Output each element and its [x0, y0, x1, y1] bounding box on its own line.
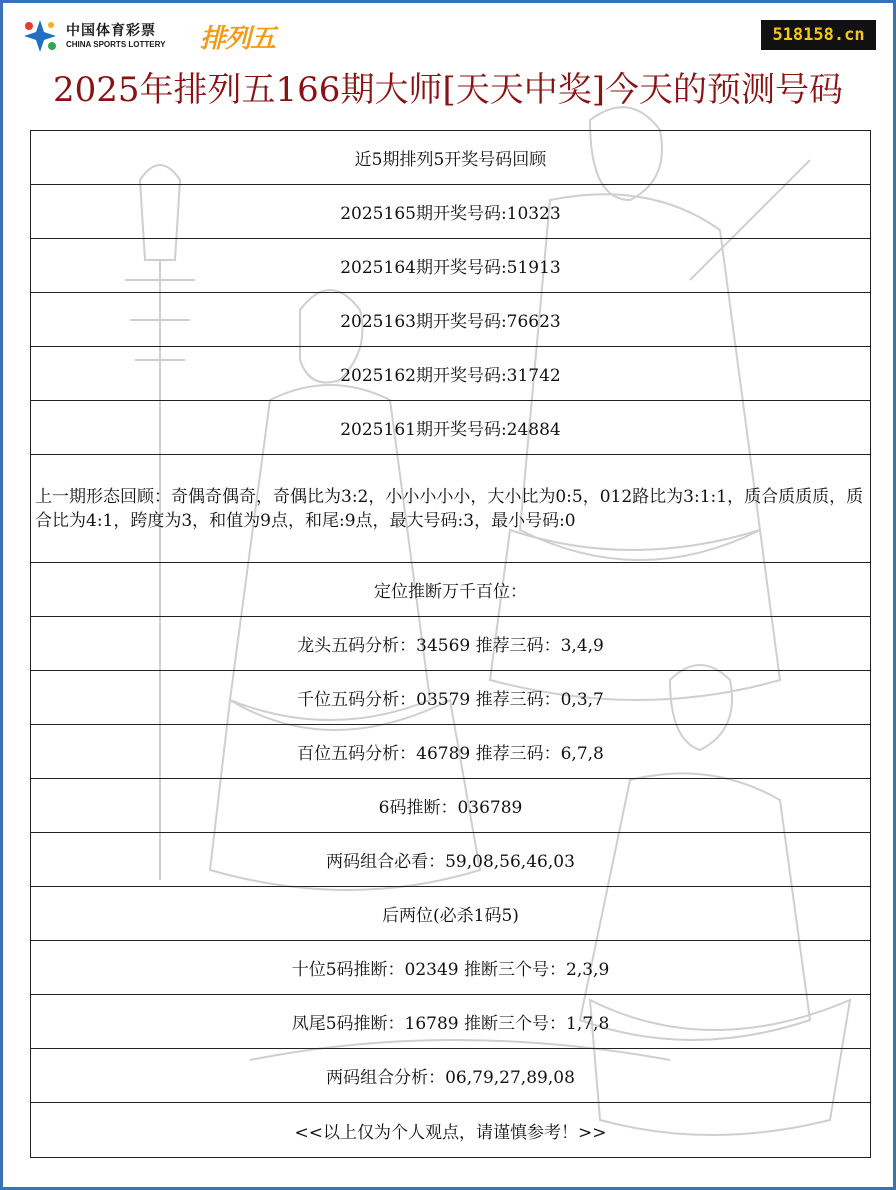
table-row-analysis: 龙头五码分析：34569 推荐三码：3,4,9 — [31, 617, 870, 671]
logo-game-text: 排列五 — [200, 24, 276, 54]
table-row-analysis: 凤尾5码推断：16789 推断三个号：1,7,8 — [31, 995, 870, 1049]
lottery-logo — [20, 16, 280, 56]
prediction-table — [30, 130, 871, 1158]
logo-cn-text: 中国体育彩票 — [66, 23, 156, 39]
site-badge[interactable]: 518158.cn — [761, 20, 876, 50]
table-row-draw: 2025165期开奖号码:10323 — [31, 185, 870, 239]
table-row-draw: 2025163期开奖号码:76623 — [31, 293, 870, 347]
table-row-draw: 2025164期开奖号码:51913 — [31, 239, 870, 293]
logo-en-text: CHINA SPORTS LOTTERY — [66, 40, 166, 49]
table-row-analysis: 百位五码分析：46789 推荐三码：6,7,8 — [31, 725, 870, 779]
table-row-analysis: 两码组合必看：59,08,56,46,03 — [31, 833, 870, 887]
table-row-analysis: 两码组合分析：06,79,27,89,08 — [31, 1049, 870, 1103]
table-row-pattern-review: 上一期形态回顾：奇偶奇偶奇，奇偶比为3:2，小小小小小，大小比为0:5，012路比为3:1:1，质合质质质，质合比为4:1，跨度为3，和值为9点，和尾:9点，最大号码:3，最小号码:0 — [31, 455, 870, 563]
table-row-analysis: 6码推断：036789 — [31, 779, 870, 833]
table-row-draw: 2025162期开奖号码:31742 — [31, 347, 870, 401]
header — [0, 0, 896, 130]
table-row-disclaimer: <<以上仅为个人观点，请谨慎参考！>> — [294, 1122, 607, 1143]
table-row-draw: 2025161期开奖号码:24884 — [31, 401, 870, 455]
page-title: 2025年排列五166期大师[天天中奖]今天的预测号码 — [53, 70, 843, 110]
table-row-history-heading: 近5期排列5开奖号码回顾 — [31, 131, 870, 185]
table-row-last-two-heading: 后两位(必杀1码5) — [31, 887, 870, 941]
lottery-star-logo-icon — [20, 18, 60, 54]
table-row-analysis: 千位五码分析：03579 推荐三码：0,3,7 — [31, 671, 870, 725]
table-row-position-heading: 定位推断万千百位： — [31, 563, 870, 617]
table-row-analysis: 十位5码推断：02349 推断三个号：2,3,9 — [31, 941, 870, 995]
